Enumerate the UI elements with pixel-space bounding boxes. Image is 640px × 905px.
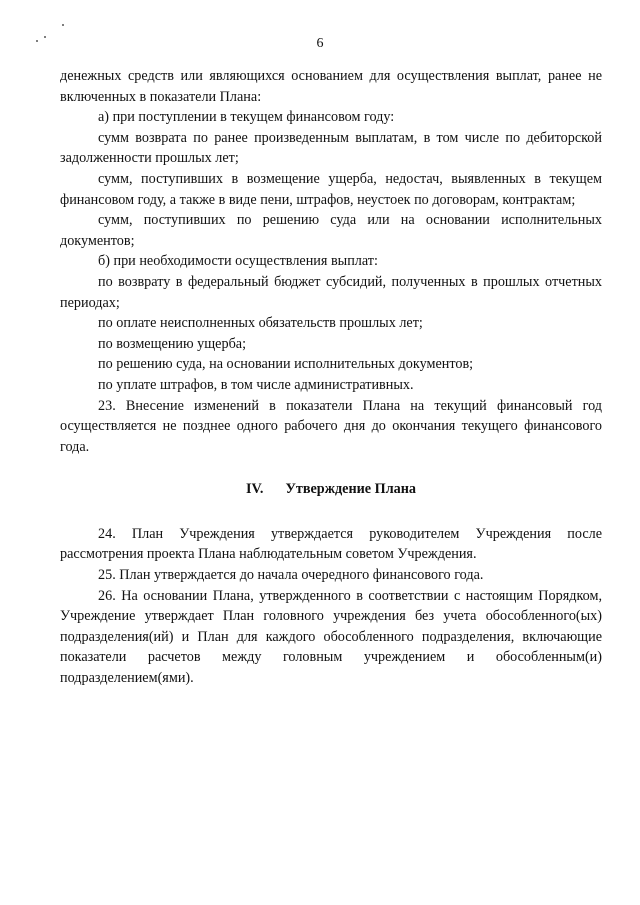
paragraph: 25. План утверждается до начала очередного финансового года. [98,567,484,584]
paragraph-group-bottom [60,524,602,689]
paragraph: 26. На основании Плана, утвержденного в соответствии с настоящим Порядком, Учреждение утверждает План головного учреждения без учета обособленного(ых) подразделения(ий) и План для каждого обособленного подразделения, включающие показатели расчетов между головным учреждением и обособленным(и) подразделением(ями). [60,587,602,687]
scan-speck [62,24,64,26]
paragraph: по уплате штрафов, в том числе административных. [98,376,414,393]
paragraph: по возврату в федеральный бюджет субсидий, полученных в прошлых отчетных периодах; [60,273,602,311]
section-heading [60,479,602,500]
paragraph: сумм возврата по ранее произведенным выплатам, в том числе по дебиторской задолженности прошлых лет; [60,129,602,167]
page-number: 6 [316,36,324,51]
paragraph: по оплате неисполненных обязательств прошлых лет; [98,315,423,332]
paragraph: по решению суда, на основании исполнительных документов; [98,356,474,373]
paragraph: 23. Внесение изменений в показатели Плана на текущий финансовый год осуществляется не позднее одного рабочего дня до окончания текущего финансового года. [60,397,602,455]
paragraph: денежных средств или являющихся основанием для осуществления выплат, ранее не включенных в показатели Плана: [60,68,602,105]
paragraph: по возмещению ущерба; [98,335,247,352]
paragraph: сумм, поступивших по решению суда или на основании исполнительных документов; [60,212,602,249]
section-number: IV. [245,481,264,498]
paragraph: б) при необходимости осуществления выплат: [98,253,378,270]
paragraph: 24. План Учреждения утверждается руководителем Учреждения после рассмотрения проекта Плана наблюдательным советом Учреждения. [60,525,602,563]
paragraph: сумм, поступивших в возмещение ущерба, недостач, выявленных в текущем финансовом году, а также в виде пени, штрафов, неустоек по договорам, контрактам; [60,170,602,208]
paragraph: а) при поступлении в текущем финансовом году: [98,109,395,126]
document-body [60,66,602,689]
paragraph-group-top [60,66,602,457]
section-title: Утверждение Плана [285,481,417,498]
